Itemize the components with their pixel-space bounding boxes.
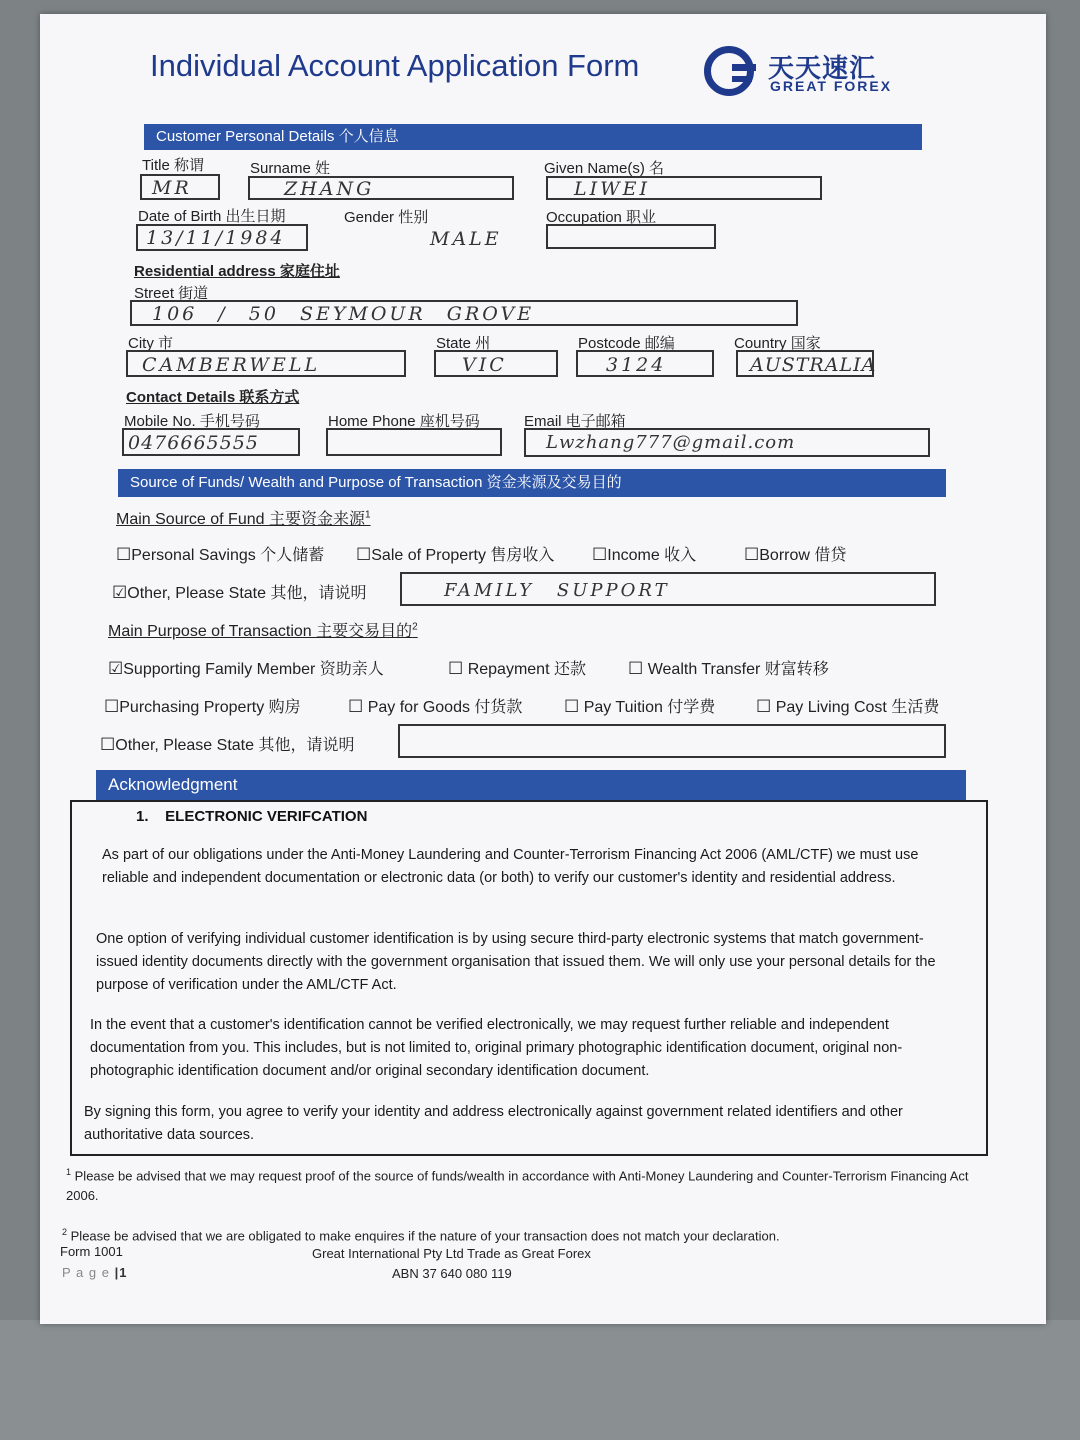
footnote-2 xyxy=(62,1222,992,1246)
source-option-income[interactable] xyxy=(592,542,696,565)
personal-details-header: Customer Personal Details 个人信息 xyxy=(144,124,922,150)
pay-living-cost-checkbox[interactable]: ☐ xyxy=(756,697,772,716)
email-field[interactable] xyxy=(524,428,930,457)
contact-details-heading: Contact Details 联系方式 xyxy=(126,389,300,406)
main-source-footnote-ref: 1 xyxy=(364,509,371,521)
footnote-1 xyxy=(66,1162,996,1206)
supporting-family-label: Supporting Family Member 资助亲人 xyxy=(123,661,384,678)
personal-savings-label: Personal Savings 个人储蓄 xyxy=(131,547,325,564)
page-separator: | xyxy=(114,1265,120,1280)
dob-field[interactable] xyxy=(136,224,308,251)
purpose-option-purchasing-property[interactable] xyxy=(104,694,301,717)
postcode-label: Postcode 邮编 xyxy=(578,335,675,352)
income-label: Income 收入 xyxy=(607,547,697,564)
footnote-1-marker: 1 xyxy=(66,1167,72,1177)
acknowledgment-header: Acknowledgment xyxy=(96,770,966,800)
supporting-family-checkbox[interactable]: ☑ xyxy=(108,659,124,678)
wealth-transfer-checkbox[interactable]: ☐ xyxy=(628,659,644,678)
main-source-heading-text: Main Source of Fund 主要资金来源 xyxy=(116,511,365,528)
logo-bar-lower xyxy=(732,76,752,82)
pay-living-cost-label: Pay Living Cost 生活费 xyxy=(775,699,940,716)
occupation-label: Occupation 职业 xyxy=(546,209,657,226)
ack-paragraph-4: By signing this form, you agree to verify your identity and address electronically against government related identifiers and other authoritative data sources. xyxy=(84,1104,903,1143)
main-source-heading xyxy=(116,506,371,529)
state-value: VIC xyxy=(462,354,507,376)
purpose-option-wealth-transfer[interactable] xyxy=(628,656,829,679)
country-field[interactable] xyxy=(736,350,877,377)
title-value: MR xyxy=(152,177,192,199)
purpose-option-pay-living-cost[interactable] xyxy=(756,694,939,717)
sale-of-property-label: Sale of Property 售房收入 xyxy=(371,547,555,564)
purpose-other-checkbox[interactable]: ☐ xyxy=(100,735,116,754)
given-name-value: LIWEI xyxy=(574,178,651,200)
main-purpose-heading-text: Main Purpose of Transaction 主要交易目的 xyxy=(108,623,413,640)
home-phone-field[interactable] xyxy=(326,428,502,456)
state-field[interactable] xyxy=(434,350,558,377)
surname-value: ZHANG xyxy=(284,178,375,200)
page-number: 1 xyxy=(119,1265,128,1280)
purchasing-property-checkbox[interactable]: ☐ xyxy=(104,697,120,716)
footnote-2-text: Please be advised that we are obligated to make enquires if the nature of your transaction does not match your declaration. xyxy=(70,1228,780,1244)
purpose-other-field[interactable] xyxy=(398,724,946,758)
source-other-label: Other, Please State 其他，请说明 xyxy=(127,585,367,602)
page-indicator xyxy=(62,1263,127,1283)
source-option-personal-savings[interactable] xyxy=(116,542,324,565)
form-title: Individual Account Application Form xyxy=(150,48,640,83)
source-of-funds-header: Source of Funds/ Wealth and Purpose of Transaction 资金来源及交易目的 xyxy=(118,469,946,497)
mobile-label: Mobile No. 手机号码 xyxy=(124,413,260,430)
purpose-option-repayment[interactable] xyxy=(448,656,586,679)
mobile-field[interactable] xyxy=(122,428,300,456)
repayment-label: Repayment 还款 xyxy=(467,661,586,678)
postcode-field[interactable] xyxy=(576,350,714,377)
residential-address-heading: Residential address 家庭住址 xyxy=(134,263,340,280)
occupation-field[interactable] xyxy=(546,224,716,249)
footnote-1-text: Please be advised that we may request proof of the source of funds/wealth in accordance with Anti-Money Laundering and Counter-Terrorism Financing Act 2006. xyxy=(66,1168,969,1204)
home-phone-label: Home Phone 座机号码 xyxy=(328,413,480,430)
main-purpose-heading xyxy=(108,618,418,641)
title-label: Title 称谓 xyxy=(142,157,204,174)
pay-tuition-checkbox[interactable]: ☐ xyxy=(564,697,580,716)
title-field[interactable] xyxy=(140,174,220,200)
purpose-other-label: Other, Please State 其他，请说明 xyxy=(115,737,355,754)
given-name-label: Given Name(s) 名 xyxy=(544,160,665,177)
state-label: State 州 xyxy=(436,335,491,352)
income-checkbox[interactable]: ☐ xyxy=(592,545,608,564)
pay-for-goods-checkbox[interactable]: ☐ xyxy=(348,697,364,716)
form-number: Form 1001 xyxy=(60,1244,123,1259)
street-field[interactable] xyxy=(130,300,798,326)
source-option-borrow[interactable] xyxy=(744,542,846,565)
logo-english-text: GREAT FOREX xyxy=(770,78,893,94)
great-forex-logo-icon xyxy=(704,46,754,96)
purchasing-property-label: Purchasing Property 购房 xyxy=(119,699,301,716)
company-name: Great International Pty Ltd Trade as Great Forex xyxy=(312,1246,591,1261)
street-value: 106 / 50 SEYMOUR GROVE xyxy=(152,303,535,325)
table-surface xyxy=(0,1320,1080,1440)
source-other-field[interactable] xyxy=(400,572,936,606)
main-purpose-footnote-ref: 2 xyxy=(412,621,418,633)
sale-of-property-checkbox[interactable]: ☐ xyxy=(356,545,372,564)
dob-value: 13/11/1984 xyxy=(146,227,286,249)
electronic-verification-heading: 1. ELECTRONIC VERIFCATION xyxy=(136,808,368,825)
page-label: P a g e xyxy=(62,1265,110,1280)
pay-tuition-label: Pay Tuition 付学费 xyxy=(583,699,716,716)
postcode-value: 3124 xyxy=(606,354,667,376)
source-other-value: FAMILY SUPPORT xyxy=(444,580,670,601)
city-value: CAMBERWELL xyxy=(142,354,321,376)
city-field[interactable] xyxy=(126,350,406,377)
mobile-value: 0476665555 xyxy=(128,432,259,454)
email-label: Email 电子邮箱 xyxy=(524,413,626,430)
country-value: AUSTRALIA xyxy=(750,354,877,376)
pay-for-goods-label: Pay for Goods 付货款 xyxy=(367,699,523,716)
personal-savings-checkbox[interactable]: ☐ xyxy=(116,545,132,564)
borrow-label: Borrow 借贷 xyxy=(759,547,847,564)
gender-value: MALE xyxy=(430,228,502,250)
street-label: Street 街道 xyxy=(134,285,209,302)
borrow-checkbox[interactable]: ☐ xyxy=(744,545,760,564)
purpose-option-pay-for-goods[interactable] xyxy=(348,694,522,717)
source-option-other[interactable] xyxy=(112,580,366,603)
gender-label: Gender 性别 xyxy=(344,209,429,226)
email-value: Lwzhang777@gmail.com xyxy=(546,432,796,453)
ack-paragraph-1: As part of our obligations under the Anti-Money Laundering and Counter-Terrorism Financing Act 2006 (AML/CTF) we must use reliable and independent documentation or electronic data (or both) to verify our customer's identity and residential address. xyxy=(102,847,919,886)
source-other-checkbox[interactable]: ☑ xyxy=(112,583,128,602)
surname-field[interactable] xyxy=(248,176,514,200)
ack-paragraph-2: One option of verifying individual customer identification is by using secure third-party electronic systems that match government-issued identity documents directly with the government organisation that issued them. We will only use your personal details for the purpose of verification under the AML/CTF Act. xyxy=(96,931,936,993)
purpose-option-other[interactable] xyxy=(100,732,354,755)
application-form-page xyxy=(40,14,1046,1324)
purpose-option-supporting-family[interactable] xyxy=(108,656,384,679)
given-name-field[interactable] xyxy=(546,176,822,200)
purpose-option-pay-tuition[interactable] xyxy=(564,694,715,717)
logo-bar-upper xyxy=(732,64,756,71)
surname-label: Surname 姓 xyxy=(250,160,331,177)
repayment-checkbox[interactable]: ☐ xyxy=(448,659,464,678)
source-option-sale-of-property[interactable] xyxy=(356,542,554,565)
city-label: City 市 xyxy=(128,335,174,352)
wealth-transfer-label: Wealth Transfer 财富转移 xyxy=(647,661,829,678)
dob-label: Date of Birth 出生日期 xyxy=(138,208,286,225)
ack-paragraph-3: In the event that a customer's identification cannot be verified electronically, we may request further reliable and independent documentation from you. This includes, but is not limited to, original primary photographic identification document, original non-photographic identification document and/or original secondary identification document. xyxy=(90,1017,903,1079)
company-abn: ABN 37 640 080 119 xyxy=(392,1266,512,1281)
logo-chinese-text: 天天速汇 xyxy=(768,53,877,83)
footnote-2-marker: 2 xyxy=(62,1227,68,1237)
country-label: Country 国家 xyxy=(734,335,821,352)
